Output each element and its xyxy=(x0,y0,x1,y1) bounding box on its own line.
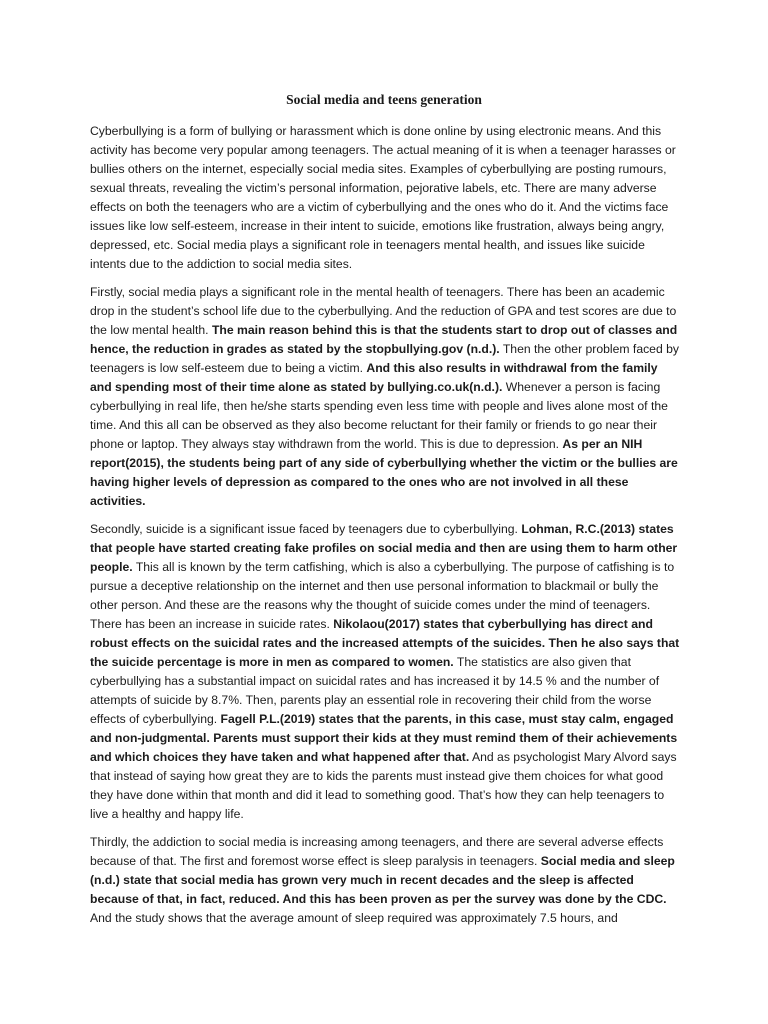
text-run: Whenever a person is facing cyberbullying in real life, then he/she starts spending even less time with people and lives alone most of the time. And this all can be observed as they also become reluctant for their family or friends to go near their phone or laptop. They always stay withdrawn from the world. This is due to depression. xyxy=(90,380,668,451)
bold-text-run: Lohman, R.C.(2013) states that people have started creating fake profiles on social media and then are using them to harm other people. xyxy=(90,522,678,574)
paragraph-1 xyxy=(90,122,682,274)
bold-text-run: Nikolaou(2017) states that cyberbullying has direct and robust effects on the suicidal rates and the increased attempts of the suicides. Then he also says that the suicide percentage is more in men as compared to women. xyxy=(90,617,680,669)
document-title: Social media and teens generation xyxy=(286,92,482,107)
text-run: Cyberbullying is a form of bullying or harassment which is done online by using electronic means. And this activity has become very popular among teenagers. The actual meaning of it is when a teenager harasses or bullies others on the internet, especially social media sites. Examples of cyberbullying are posting rumours, sexual threats, revealing the victim’s personal information, pejorative labels, etc. There are many adverse effects on both the teenagers who are a victim of cyberbullying and the ones who do it. And the victims face issues like low self-esteem, increase in their intent to suicide, emotions like frustration, always being angry, depressed, etc. Social media plays a significant role in teenagers mental health, and issues like suicide intents due to the addiction to social media sites. xyxy=(90,124,676,271)
paragraph-3 xyxy=(90,520,682,824)
text-run: Secondly, suicide is a significant issue faced by teenagers due to cyberbullying. xyxy=(90,522,522,536)
text-run: Then the other problem faced by teenagers is low self-esteem due to being a victim. xyxy=(90,342,680,375)
document-body xyxy=(90,122,682,937)
paragraph-2 xyxy=(90,283,682,511)
text-run: This all is known by the term catfishing, which is also a cyberbullying. The purpose of catfishing is to pursue a deceptive relationship on the internet and then use personal information to blackmail or bully the other person. And these are the reasons why the thought of suicide comes under the mind of teenagers. There has been an increase in suicide rates. xyxy=(90,560,675,631)
bold-text-run: And this also results in withdrawal from the family and spending most of their time alone as stated by bullying.co.uk(n.d.). xyxy=(90,361,658,394)
bold-text-run: The main reason behind this is that the students start to drop out of classes and hence, the reduction in grades as stated by the stopbullying.gov (n.d.). xyxy=(90,323,678,356)
text-run: Thirdly, the addiction to social media is increasing among teenagers, and there are several adverse effects because of that. The first and foremost worse effect is sleep paralysis in teenagers. xyxy=(90,835,664,868)
bold-text-run: Social media and sleep (n.d.) state that social media has grown very much in recent decades and the sleep is affected because of that, in fact, reduced. And this has been proven as per the survey was done by the CDC. xyxy=(90,854,675,906)
text-run: And the study shows that the average amount of sleep required was approximately 7.5 hours, and xyxy=(90,911,618,925)
bold-text-run: As per an NIH report(2015), the students being part of any side of cyberbullying whether the victim or the bullies are having higher levels of depression as compared to the ones who are not involved in all these activities. xyxy=(90,437,678,508)
text-run: Firstly, social media plays a significant role in the mental health of teenagers. There has been an academic drop in the student’s school life due to the cyberbullying. And the reduction of GPA and test scores are due to the low mental health. xyxy=(90,285,677,337)
bold-text-run: Fagell P.L.(2019) states that the parents, in this case, must stay calm, engaged and non-judgmental. Parents must support their kids at they must remind them of their achievements and which choices they have taken and what happened after that. xyxy=(90,712,678,764)
text-run: And as psychologist Mary Alvord says that instead of saying how great they are to kids the parents must instead give them choices for what good they have done within that month and did it lead to something good. That’s how they can help teenagers to live a healthy and happy life. xyxy=(90,750,677,821)
text-run: The statistics are also given that cyberbullying has a substantial impact on suicidal rates and has increased it by 14.5 % and the number of attempts of suicide by 8.7%. Then, parents play an essential role in recovering their child from the worse effects of cyberbullying. xyxy=(90,655,660,726)
paragraph-4 xyxy=(90,833,682,928)
